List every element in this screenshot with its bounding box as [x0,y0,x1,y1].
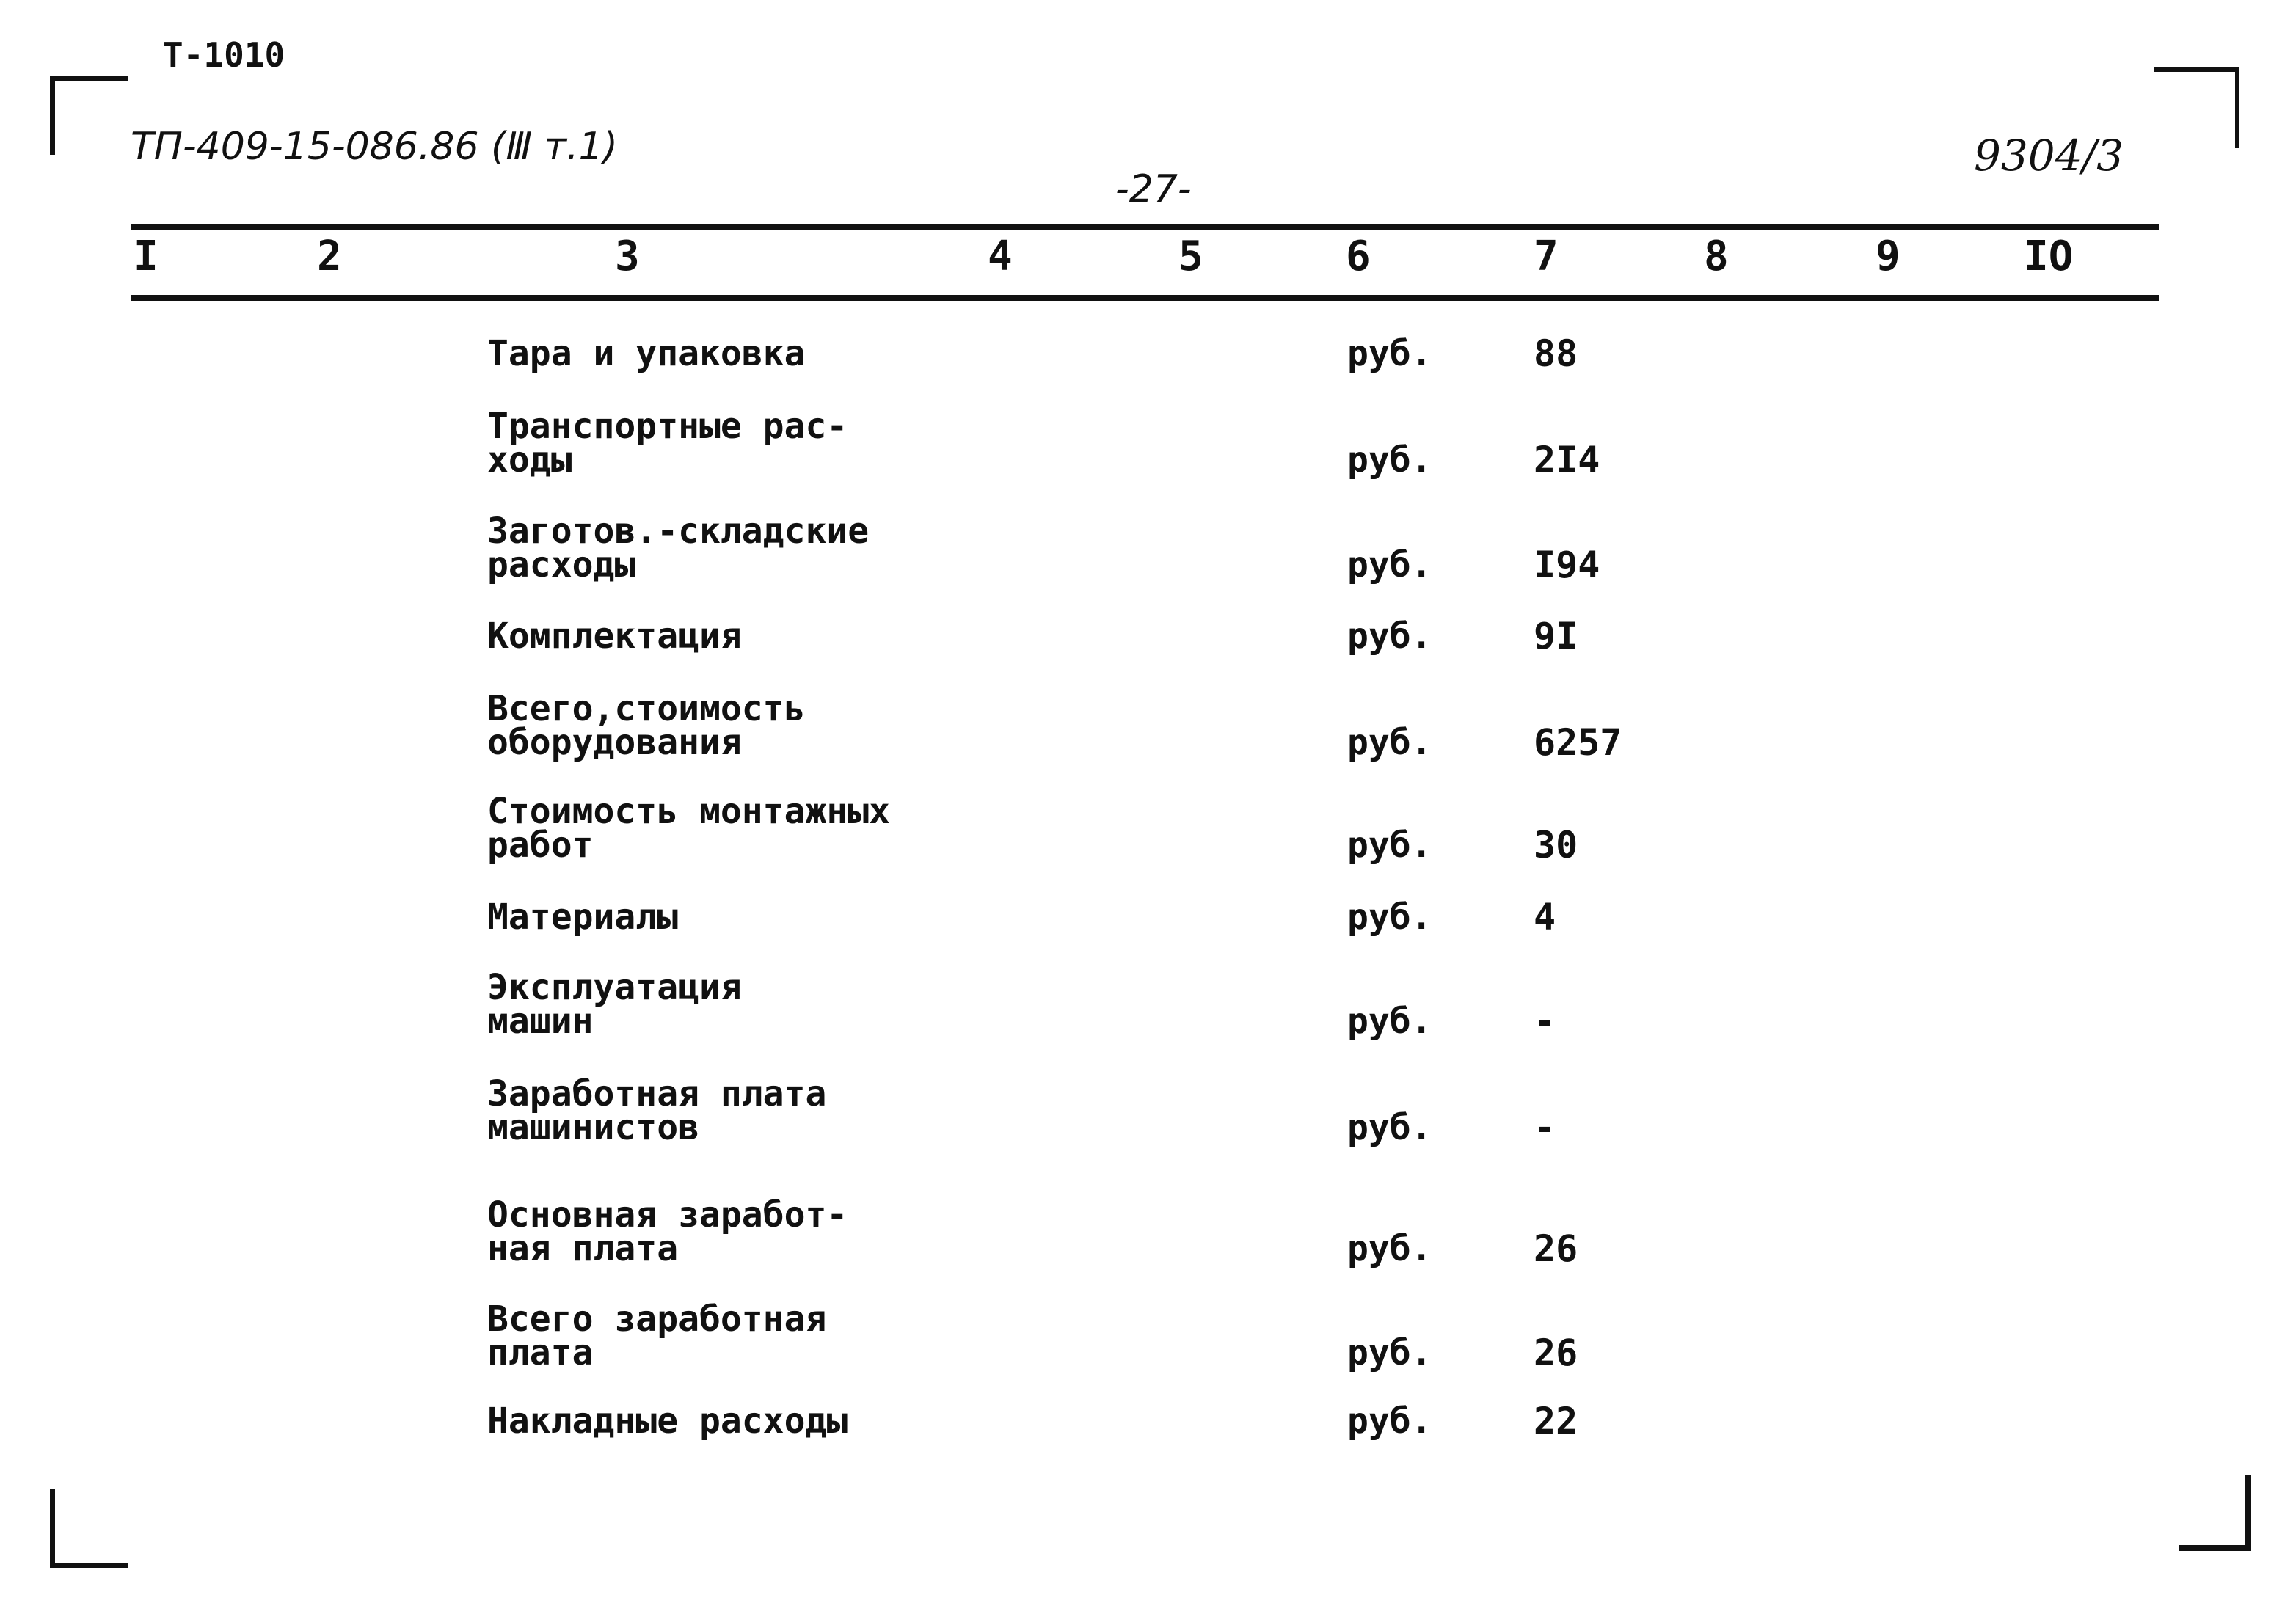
item-unit: руб. [1347,333,1432,374]
item-name: Комплектация [487,616,742,657]
table-row [0,1064,2296,1149]
table-row [0,957,2296,1043]
item-unit: руб. [1347,897,1432,938]
column-header-3: 3 [615,233,640,280]
table-row [0,1398,2296,1442]
column-header-2: 2 [317,233,342,280]
item-value: I94 [1534,544,1600,586]
table-row [0,613,2296,657]
item-unit: руб. [1347,1228,1432,1269]
table-row [0,501,2296,586]
column-header-9: 9 [1876,233,1900,280]
document-code: Т-1010 [163,35,285,75]
document-number: 9304/3 [1974,131,2124,180]
table-top-rule [131,224,2159,230]
item-name: Транспортные рас- ходы [487,406,848,481]
table-row [0,396,2296,481]
table-row [0,679,2296,764]
table-row [0,1289,2296,1374]
item-value: 30 [1534,824,1578,866]
item-value: 22 [1534,1400,1578,1442]
table-row [0,781,2296,866]
item-name: Заработная плата машинистов [487,1073,827,1148]
item-name: Всего заработная плата [487,1299,827,1373]
column-header-10: IO [2024,233,2074,280]
table-row [0,330,2296,375]
item-value: 88 [1534,332,1578,375]
project-reference: ТП-409-15-086.86 (Ⅲ т.1) [131,125,618,169]
item-value: 2I4 [1534,439,1600,481]
item-name: Заготов.-складские расходы [487,511,870,585]
item-value: 9I [1534,615,1578,657]
frame-corner-top-right [2154,67,2239,148]
item-unit: руб. [1347,439,1432,481]
item-name: Тара и упаковка [487,333,806,374]
frame-corner-bottom-right [2179,1475,2251,1551]
column-header-4: 4 [988,233,1013,280]
item-name: Всего,стоимость оборудования [487,688,806,763]
item-unit: руб. [1347,825,1432,866]
item-name: Накладные расходы [487,1401,848,1442]
frame-corner-top-left [50,76,128,155]
item-unit: руб. [1347,1107,1432,1148]
table-header-rule [131,295,2159,301]
table-row [0,1185,2296,1270]
page-number: -27- [1115,167,1192,211]
column-header-1: I [134,233,158,280]
item-unit: руб. [1347,544,1432,585]
column-header-5: 5 [1178,233,1203,280]
item-value: 26 [1534,1227,1578,1270]
item-unit: руб. [1347,1001,1432,1042]
item-value: - [1534,1000,1556,1043]
item-name: Эксплуатация машин [487,967,742,1042]
table-row [0,894,2296,938]
column-header-7: 7 [1534,233,1559,280]
item-value: - [1534,1106,1556,1149]
column-header-8: 8 [1704,233,1729,280]
item-name: Материалы [487,897,679,938]
item-name: Стоимость монтажных работ [487,791,891,866]
item-value: 4 [1534,896,1556,938]
frame-corner-bottom-left [50,1489,128,1568]
item-unit: руб. [1347,1332,1432,1373]
item-name: Основная заработ- ная плата [487,1194,848,1269]
column-header-6: 6 [1346,233,1371,280]
item-unit: руб. [1347,722,1432,763]
item-value: 6257 [1534,721,1622,764]
item-unit: руб. [1347,616,1432,657]
item-value: 26 [1534,1332,1578,1374]
item-unit: руб. [1347,1401,1432,1442]
